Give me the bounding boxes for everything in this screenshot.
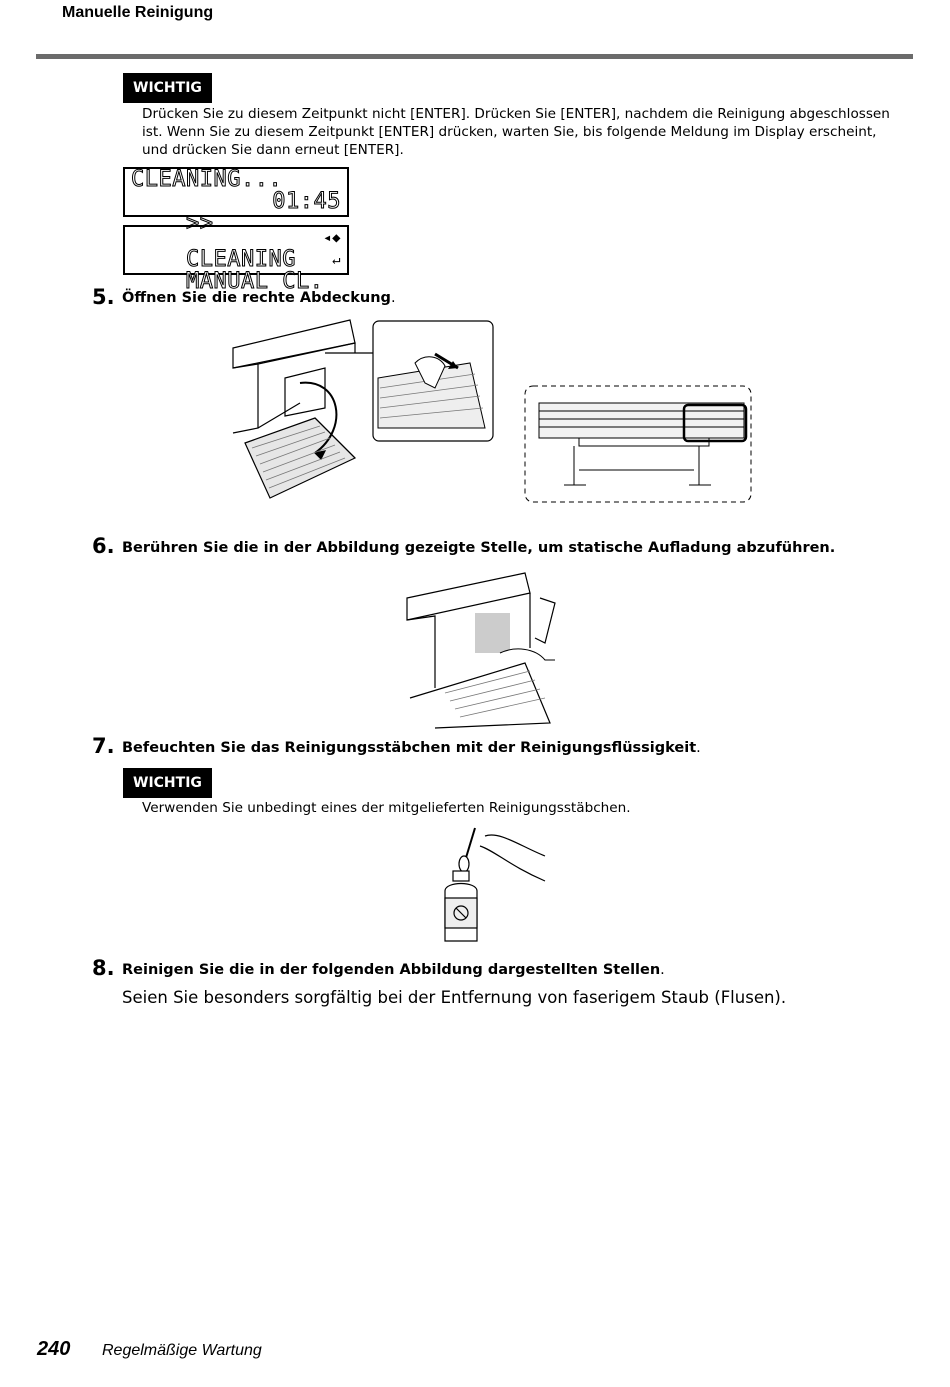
- step-text: Berühren Sie die in der Abbildung gezeigte Stelle, um statische Aufladung abzuführen.: [122, 540, 836, 556]
- open-cover-illustration: [230, 318, 500, 513]
- step-text-period: .: [660, 962, 665, 978]
- important-note-line: und drücken Sie dann erneut [ENTER].: [142, 142, 404, 158]
- lcd-line: CLEANING...: [131, 167, 283, 192]
- step-body-text: Seien Sie besonders sorgfältig bei der Entfernung von faserigem Staub (Flusen).: [122, 988, 787, 1007]
- step-number: 8.: [92, 956, 115, 980]
- page-number: 240: [37, 1338, 71, 1360]
- footer-section: Regelmäßige Wartung: [102, 1342, 262, 1359]
- important-note-line: Drücken Sie zu diesem Zeitpunkt nicht [ENTER]. Drücken Sie [ENTER], nachdem die Reinigung abgeschlossen: [142, 106, 890, 122]
- step-text-main: Befeuchten Sie das Reinigungsstäbchen mit der Reinigungsflüssigkeit: [122, 740, 697, 756]
- step-text: [122, 740, 701, 756]
- lcd-text: MANUAL CL.: [185, 269, 324, 294]
- enter-key-icon: ↵: [332, 252, 341, 268]
- header-rule: [36, 54, 913, 59]
- step-text-period: .: [390, 290, 396, 306]
- step-number: 6.: [92, 534, 115, 558]
- step-number: 5.: [92, 285, 115, 309]
- important-note: [142, 105, 902, 159]
- step-text: [122, 962, 665, 978]
- important-note-line: ist. Wenn Sie zu diesem Zeitpunkt [ENTER] drücken, warten Sie, bis folgende Meldung im Display erscheint,: [142, 124, 877, 140]
- lcd-timer: 01:45: [272, 189, 341, 214]
- important-badge: WICHTIG: [123, 768, 212, 798]
- important-note: Verwenden Sie unbedingt eines der mitgelieferten Reinigungsstäbchen.: [142, 800, 631, 816]
- lcd-text: CLEANING: [185, 247, 296, 272]
- running-header: Manuelle Reinigung: [62, 4, 214, 21]
- cleaning-stick-bottle-illustration: [440, 826, 555, 946]
- printer-overview-illustration: [524, 385, 754, 505]
- arrow-keys-icon: ◂◆: [323, 230, 341, 246]
- lcd-line: [131, 227, 341, 272]
- lcd-line: [131, 189, 341, 236]
- lcd-line: [131, 249, 341, 294]
- lcd-text: >>: [185, 211, 214, 236]
- step-number: 7.: [92, 734, 115, 758]
- step-text: [122, 290, 396, 306]
- step-text-period: .: [696, 740, 701, 756]
- step-text-main: Öffnen Sie die rechte Abdeckung: [122, 290, 391, 306]
- step-text-main: Reinigen Sie die in der folgenden Abbildung dargestellten Stellen: [122, 962, 661, 978]
- lcd-display-manual-cl: [123, 225, 349, 294]
- lcd-display-cleaning-timer: [123, 167, 349, 236]
- touch-static-illustration: [405, 568, 560, 728]
- important-badge: WICHTIG: [123, 73, 212, 103]
